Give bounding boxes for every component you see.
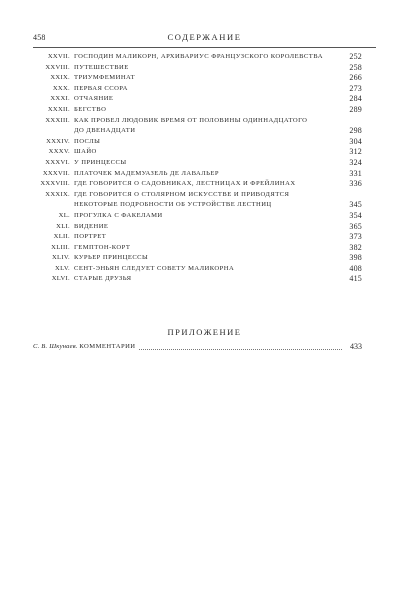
toc-row	[33, 253, 362, 264]
chapter-number: XXXII.	[47, 105, 70, 113]
chapter-number: XXXV.	[48, 148, 70, 156]
chapter-title: ПОРТРЕТ	[74, 233, 107, 241]
toc-row	[33, 94, 362, 105]
chapter-number: XLIV.	[51, 254, 70, 262]
chapter-page: 284	[342, 94, 362, 105]
chapter-number: XLII.	[53, 233, 70, 241]
chapter-title: ДО ДВЕНАДЦАТИ	[74, 127, 136, 135]
toc-row	[33, 264, 362, 275]
toc-row	[33, 147, 362, 158]
chapter-page: 415	[342, 274, 362, 285]
chapter-page: 382	[342, 243, 362, 254]
chapter-title: ГОСПОДИН МАЛИКОРН, АРХИВАРИУС ФРАНЦУЗСКОГО КОРОЛЕВСТВА	[74, 53, 323, 60]
chapter-page: 312	[342, 147, 362, 158]
chapter-page: 398	[342, 253, 362, 264]
chapter-number: XXVII.	[47, 53, 70, 60]
chapter-title-line	[74, 105, 362, 116]
chapter-title-line	[74, 147, 362, 158]
chapter-title-line	[74, 264, 362, 275]
chapter-title: ОТЧАЯНИЕ	[74, 95, 114, 103]
chapter-page: 365	[342, 222, 362, 233]
chapter-number: XXXIII.	[45, 116, 70, 124]
chapter-number: XLI.	[56, 222, 70, 230]
chapter-title: ПРОГУЛКА С ФАКЕЛАМИ	[74, 211, 163, 219]
chapter-page: 331	[342, 169, 362, 180]
chapter-page: 408	[342, 264, 362, 275]
chapter-page: 258	[342, 63, 362, 74]
chapter-page: 266	[342, 73, 362, 84]
toc-row	[33, 200, 362, 211]
chapter-page: 252	[342, 52, 362, 63]
chapter-page: 289	[342, 105, 362, 116]
chapter-title-line	[74, 137, 362, 148]
chapter-title: У ПРИНЦЕССЫ	[74, 158, 127, 166]
chapter-title-line	[74, 158, 362, 169]
toc-row	[33, 73, 362, 84]
dot-leader	[74, 112, 344, 113]
toc-row	[33, 232, 362, 243]
chapter-title: СТАРЫЕ ДРУЗЬЯ	[74, 275, 132, 283]
chapter-page: 354	[342, 211, 362, 222]
chapter-title-line	[74, 84, 362, 95]
appendix-page: 433	[342, 342, 362, 353]
chapter-number: XXVIII.	[45, 63, 70, 71]
chapter-title-line	[74, 116, 362, 127]
chapter-number: XXXVII.	[42, 169, 70, 177]
appendix-entry	[33, 342, 362, 353]
chapter-number: XLV.	[55, 264, 70, 272]
chapter-page: 304	[342, 137, 362, 148]
toc-row	[33, 190, 362, 201]
chapter-title: ПЕРВАЯ ССОРА	[74, 84, 128, 92]
toc-row	[33, 137, 362, 148]
toc-row	[33, 222, 362, 233]
header-rule	[33, 47, 376, 48]
chapter-number: XXX.	[52, 84, 70, 92]
chapter-number: XXXI.	[50, 95, 70, 103]
toc-row	[33, 116, 362, 127]
chapter-number: XXXIX.	[45, 190, 70, 198]
chapter-title: ПОСЛЫ	[74, 137, 101, 145]
chapter-title: ГДЕ ГОВОРИТСЯ О САДОВНИКАХ, ЛЕСТНИЦАХ И ФРЕЙЛИНАХ	[74, 180, 296, 188]
chapter-title-line	[74, 190, 362, 201]
chapter-title-line	[74, 169, 362, 180]
chapter-title-line	[74, 63, 362, 74]
chapter-title: ПЛАТОЧЕК МАДЕМУАЗЕЛЬ ДЕ ЛАВАЛЬЕР	[74, 169, 219, 177]
chapter-number: XLVI.	[51, 275, 70, 283]
toc-row	[33, 169, 362, 180]
chapter-title: НЕКОТОРЫЕ ПОДРОБНОСТИ ОБ УСТРОЙСТВЕ ЛЕСТНИЦ	[74, 201, 272, 209]
chapter-page: 345	[342, 200, 362, 211]
toc-row	[33, 274, 362, 285]
appendix-label: КОММЕНТАРИИ	[79, 343, 136, 350]
chapter-title-line	[74, 73, 362, 84]
chapter-title-line	[74, 232, 362, 243]
chapter-title-line	[74, 200, 362, 211]
chapter-title: ГДЕ ГОВОРИТСЯ О СТОЛЯРНОМ ИСКУССТВЕ И ПРИВОДЯТСЯ	[74, 190, 290, 198]
chapter-number: XXXVIII.	[40, 180, 70, 188]
toc-row	[33, 105, 362, 116]
chapter-number: XXXVI.	[45, 158, 70, 166]
toc-row	[33, 211, 362, 222]
chapter-page: 324	[342, 158, 362, 169]
toc-row	[33, 52, 362, 63]
chapter-title: ШАЙО	[74, 148, 97, 156]
chapter-number: XXXIV.	[46, 137, 70, 145]
chapter-page: 273	[342, 84, 362, 95]
dot-leader	[74, 154, 344, 155]
chapter-title: БЕГСТВО	[74, 105, 107, 113]
toc-row	[33, 84, 362, 95]
chapter-title-line	[74, 222, 362, 233]
chapter-page: 373	[342, 232, 362, 243]
chapter-title: КАК ПРОВЕЛ ЛЮДОВИК ВРЕМЯ ОТ ПОЛОВИНЫ ОДИННАДЦАТОГО	[74, 116, 308, 124]
dot-leader	[74, 239, 344, 240]
chapter-title: ГЕМПТОН-КОРТ	[74, 243, 131, 251]
chapter-title: КУРЬЕР ПРИНЦЕССЫ	[74, 254, 149, 262]
chapter-title-line	[74, 243, 362, 254]
chapter-title: ТРИУМФЕМИНАТ	[74, 74, 136, 82]
dot-leader	[74, 143, 344, 144]
toc-row	[33, 63, 362, 74]
chapter-title: ВИДЕНИЕ	[74, 222, 109, 230]
page-number: 458	[33, 33, 46, 42]
chapter-title-line	[74, 274, 362, 285]
chapter-number: XL.	[58, 211, 70, 219]
chapter-title: ПУТЕШЕСТВИЕ	[74, 63, 129, 71]
running-title: СОДЕРЖАНИЕ	[167, 32, 242, 42]
toc-row	[33, 179, 362, 190]
dot-leader	[74, 228, 344, 229]
chapter-page: 336	[342, 179, 362, 190]
chapter-title: СЕНТ-ЭНЬЯН СЛЕДУЕТ СОВЕТУ МАЛИКОРНА	[74, 264, 235, 272]
appendix-heading: ПРИЛОЖЕНИЕ	[167, 327, 242, 337]
chapter-title-line	[74, 211, 362, 222]
chapter-number: XLIII.	[51, 243, 70, 251]
chapter-title-line	[74, 52, 362, 63]
toc-row	[33, 126, 362, 137]
chapter-title-line	[74, 179, 362, 190]
page-header	[33, 33, 376, 47]
chapter-title-line	[74, 253, 362, 264]
appendix-author: С. В. Шкунаев.	[33, 343, 78, 350]
chapter-title-line	[74, 126, 362, 137]
toc-row	[33, 158, 362, 169]
chapter-number: XXIX.	[50, 74, 70, 82]
chapter-page: 298	[342, 126, 362, 137]
chapter-title-line	[74, 94, 362, 105]
table-of-contents	[33, 52, 362, 285]
toc-row	[33, 243, 362, 254]
